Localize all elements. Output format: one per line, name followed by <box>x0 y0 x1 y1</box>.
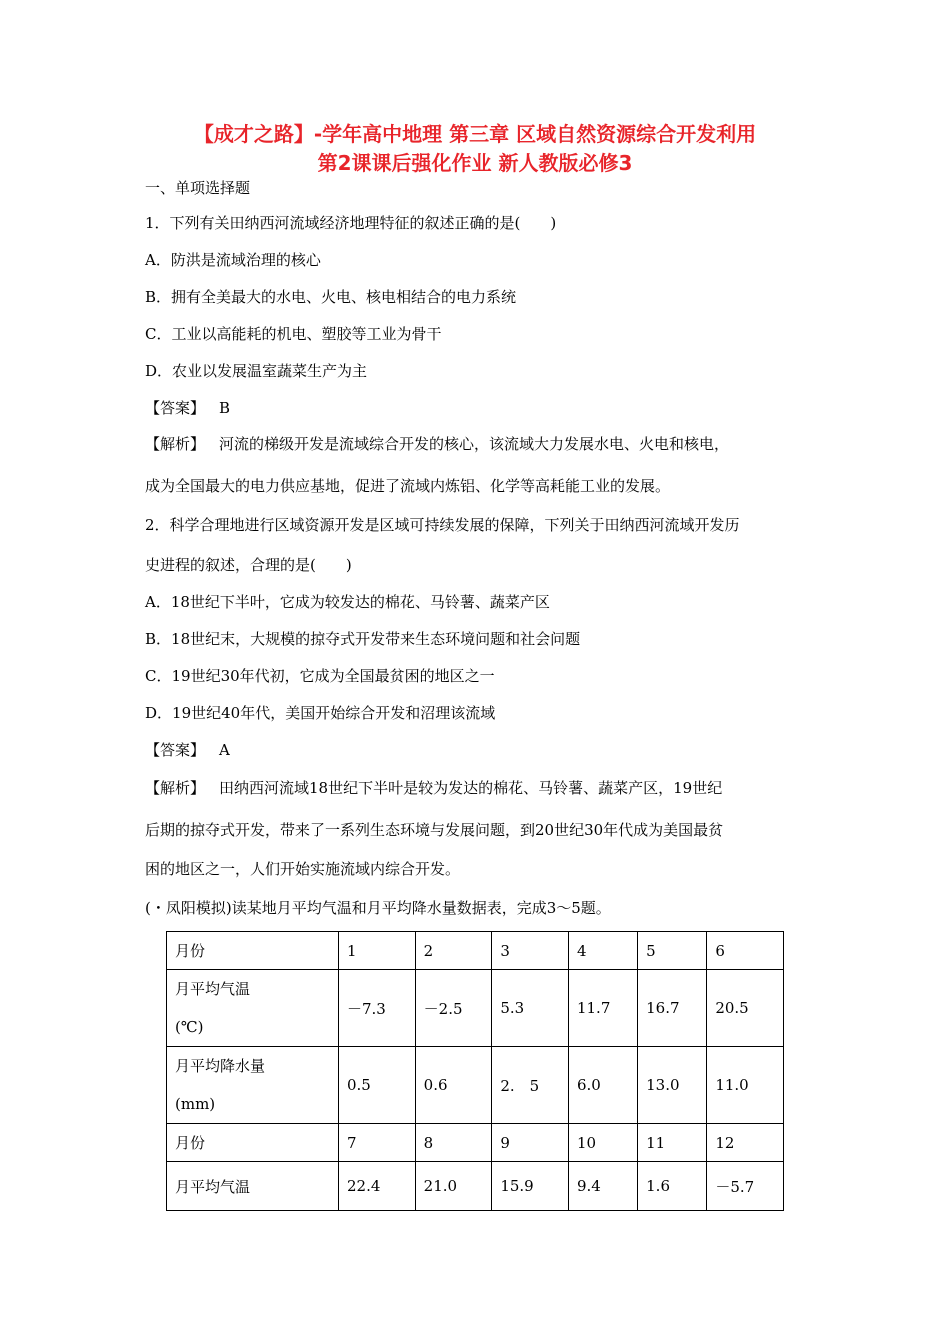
table-cell: 22.4 <box>339 1162 416 1211</box>
table-cell: 12 <box>707 1124 784 1162</box>
table-cell: 15.9 <box>492 1162 569 1211</box>
table-cell: 4 <box>568 932 637 970</box>
row-header-line: 月平均降水量 <box>175 1057 266 1075</box>
row-header-line: 月平均气温 <box>175 980 251 998</box>
q2-option-b: B．18世纪末，大规模的掠夺式开发带来生态环境问题和社会问题 <box>145 630 581 648</box>
answer-label: 【答案】 <box>145 399 206 417</box>
table-cell: －2.5 <box>415 970 492 1047</box>
title-line-1: 【成才之路】-学年高中地理 第三章 区域自然资源综合开发利用 <box>193 122 757 146</box>
analysis-label: 【解析】 <box>145 779 206 797</box>
table-cell: －5.7 <box>707 1162 784 1211</box>
table-cell: 6 <box>707 932 784 970</box>
table-cell: 6.0 <box>568 1047 637 1124</box>
table-row <box>167 1124 784 1162</box>
table-cell: 2. 5 <box>492 1047 569 1124</box>
q2-analysis-line-3: 困的地区之一，人们开始实施流域内综合开发。 <box>145 860 461 878</box>
q2-answer <box>145 740 230 760</box>
q2-option-d: D．19世纪40年代，美国开始综合开发和沼理该流域 <box>145 704 496 722</box>
table-row <box>167 1047 784 1124</box>
row-header-unit: (℃) <box>175 1018 204 1036</box>
q1-option-d: D．农业以发展温室蔬菜生产为主 <box>145 362 368 380</box>
table-cell: 13.0 <box>638 1047 707 1124</box>
analysis-text: 田纳西河流域18世纪下半叶是较为发达的棉花、马铃薯、蔬菜产区，19世纪 <box>219 779 723 797</box>
q2-option-c: C．19世纪30年代初，它成为全国最贫困的地区之一 <box>145 667 495 685</box>
q2-analysis-line-1 <box>145 778 722 798</box>
q2-option-a: A．18世纪下半叶，它成为较发达的棉花、马铃薯、蔬菜产区 <box>145 593 550 611</box>
table-cell: 10 <box>568 1124 637 1162</box>
row-header-unit: (mm) <box>175 1095 216 1113</box>
q1-option-b: B．拥有全美最大的水电、火电、核电相结合的电力系统 <box>145 288 517 306</box>
table-cell: 11.7 <box>568 970 637 1047</box>
table-cell: 9.4 <box>568 1162 637 1211</box>
table-cell: 11.0 <box>707 1047 784 1124</box>
table-cell: 月份 <box>167 1124 339 1162</box>
table-cell: 9 <box>492 1124 569 1162</box>
table-cell: 21.0 <box>415 1162 492 1211</box>
q2-stem-line-1: 2．科学合理地进行区域资源开发是区域可持续发展的保障，下列关于田纳西河流域开发历 <box>145 516 740 534</box>
table-cell: 8 <box>415 1124 492 1162</box>
table-cell: 1 <box>339 932 416 970</box>
climate-data-table <box>166 931 784 1211</box>
answer-label: 【答案】 <box>145 741 206 759</box>
table-cell: 11 <box>638 1124 707 1162</box>
section-heading: 一、单项选择题 <box>145 179 251 197</box>
table-cell: 7 <box>339 1124 416 1162</box>
table-row <box>167 970 784 1047</box>
table-cell: 5 <box>638 932 707 970</box>
q1-stem: 1．下列有关田纳西河流域经济地理特征的叙述正确的是( ) <box>145 214 557 232</box>
table-cell: 0.6 <box>415 1047 492 1124</box>
table-cell: 5.3 <box>492 970 569 1047</box>
q2-stem-line-2: 史进程的叙述，合理的是( ) <box>145 556 352 574</box>
q1-answer <box>145 398 230 418</box>
q1-option-a: A．防洪是流域治理的核心 <box>145 251 321 269</box>
analysis-label: 【解析】 <box>145 435 206 453</box>
table-cell: 20.5 <box>707 970 784 1047</box>
table-cell: 16.7 <box>638 970 707 1047</box>
table-row-header: 月平均气温 <box>167 1162 339 1211</box>
q2-analysis-line-2: 后期的掠夺式开发，带来了一系列生态环境与发展问题，到20世纪30年代成为美国最贫 <box>145 821 724 839</box>
table-cell: 0.5 <box>339 1047 416 1124</box>
table-row-header <box>167 970 339 1047</box>
table-cell: 1.6 <box>638 1162 707 1211</box>
q1-analysis-line-1 <box>145 434 729 454</box>
table-row <box>167 1162 784 1211</box>
table-row-header <box>167 1047 339 1124</box>
table-cell: 2 <box>415 932 492 970</box>
analysis-text: 河流的梯级开发是流域综合开发的核心，该流域大力发展水电、火电和核电， <box>219 435 730 453</box>
table-cell: －7.3 <box>339 970 416 1047</box>
table-row <box>167 932 784 970</box>
table-cell: 月份 <box>167 932 339 970</box>
title-line-2: 第2课课后强化作业 新人教版必修3 <box>317 151 633 175</box>
table-cell: 3 <box>492 932 569 970</box>
q1-analysis-line-2: 成为全国最大的电力供应基地，促进了流域内炼铝、化学等高耗能工业的发展。 <box>145 477 671 495</box>
q3-intro: (・凤阳模拟)读某地月平均气温和月平均降水量数据表，完成3～5题。 <box>145 899 611 917</box>
answer-value: B <box>219 399 231 417</box>
answer-value: A <box>219 741 230 759</box>
q1-option-c: C．工业以高能耗的机电、塑胶等工业为骨干 <box>145 325 442 343</box>
